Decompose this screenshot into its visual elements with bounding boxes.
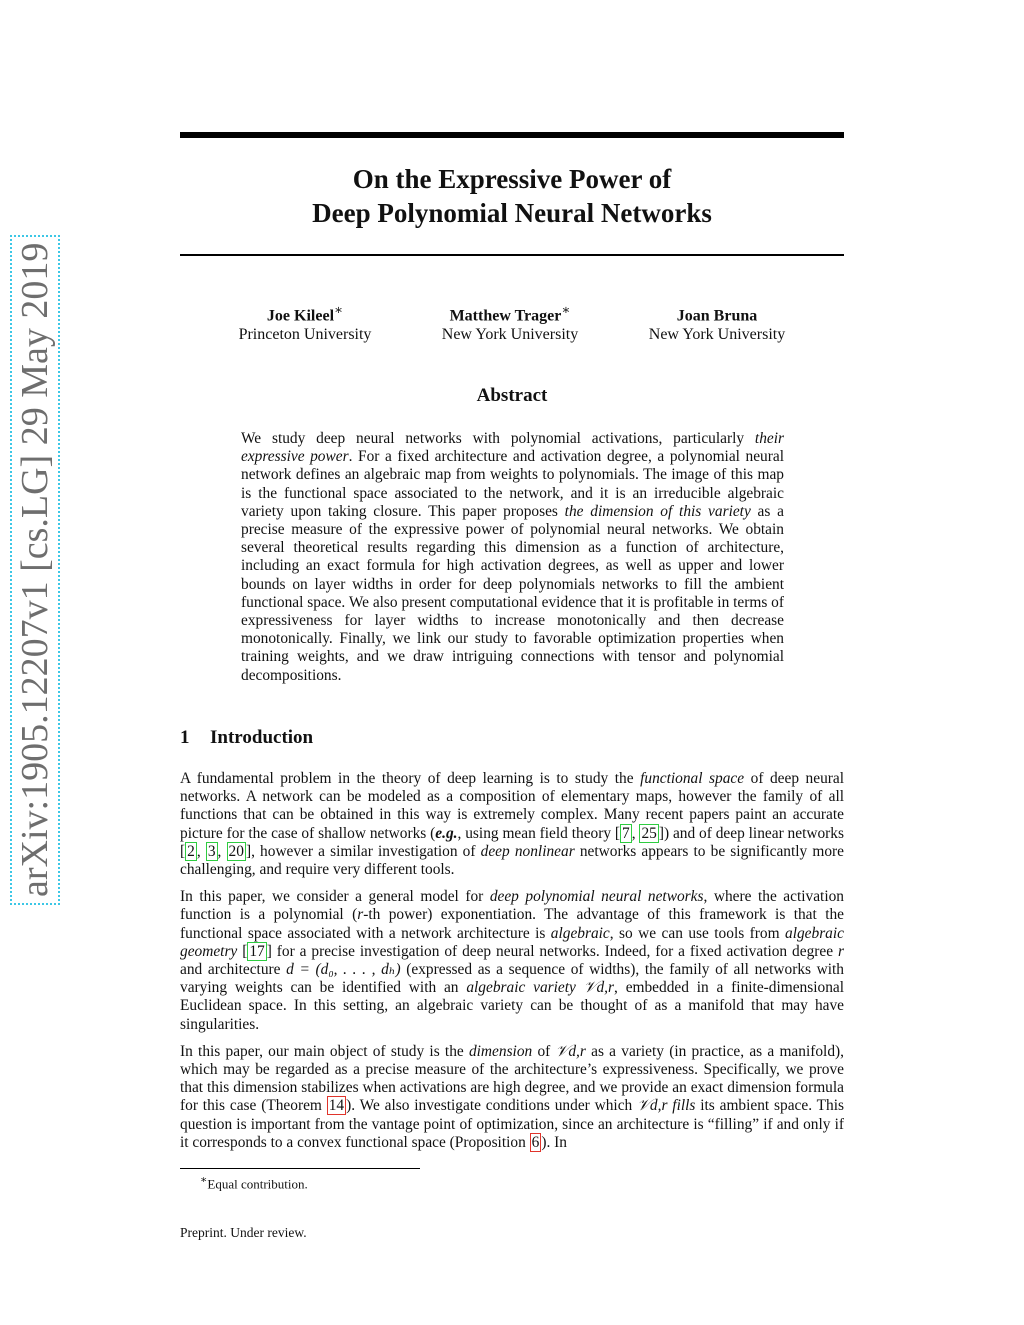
title-rule-bottom bbox=[180, 254, 844, 256]
arxiv-identifier: arXiv:1905.12207v1 [cs.LG] 29 May 2019 bbox=[10, 235, 60, 905]
author-mark: ∗ bbox=[334, 302, 344, 317]
section-title: Introduction bbox=[210, 727, 314, 748]
author-affiliation: New York University bbox=[441, 326, 579, 344]
title-rule-top bbox=[180, 132, 844, 138]
author-2 bbox=[425, 300, 595, 344]
citation-link[interactable]: 20 bbox=[228, 842, 244, 860]
paragraph: In this paper, our main object of study is the dimension of 𝒱d,r as a variety (in practice, as a manifold), which may be regarded as a precise measure of the architecture’s expressiveness. Specifically, we prove that this dimension stabilizes when activations are high degree, and we provide an exact dimension formula for this case (Theorem 14 ). We also investigate conditions under which 𝒱d,r fills its ambient space. This question is important from the vantage point of optimization, since an architecture is “filling” if and only if it corresponds to a convex functional space (Proposition 6 ). In bbox=[180, 1042, 844, 1151]
citation-link[interactable]: 2 bbox=[187, 842, 195, 860]
citation-link[interactable]: 17 bbox=[249, 942, 265, 960]
section-number: 1 bbox=[180, 727, 190, 748]
citation-link[interactable]: 7 bbox=[622, 824, 630, 842]
author-mark: ∗ bbox=[561, 302, 571, 317]
abstract-heading: Abstract bbox=[476, 385, 548, 406]
title-line-1: On the Expressive Power of bbox=[352, 164, 672, 194]
abstract-text: We study deep neural networks with polynomial activations, particularly their expressive power. For a fixed architecture and activation degree, a polynomial neural network defines an algebraic map from weights to polynomials. The image of this map is the functional space associated to the network, and it is an irreducible algebraic variety upon taking closure. This paper proposes the dimension of this variety as a precise measure of the expressive power of polynomial neural networks. We obtain several theoretical results regarding this dimension as a function of architecture, including an exact formula for high activation degrees, as well as upper and lower bounds on layer widths in order for deep polynomials networks to fill the ambient functional space. We also present computational evidence that it is profitable in terms of expressiveness for layer widths to increase monotonically and then decrease monotonically. Finally, we link our study to favorable optimization properties when training weights, and we draw intriguing connections with tensor and polynomial decompositions. bbox=[241, 430, 784, 684]
paragraph: A fundamental problem in the theory of deep learning is to study the functional space of deep neural networks. A network can be modeled as a composition of elementary maps, however the family of all functions that can be obtained in this way is extremely complex. Many recent papers paint an accurate picture for the case of shallow networks (e.g., using mean field theory [ 7 , 25 ]) and of deep linear networks [ 2 , 3 , 20 ], however a similar investigation of deep nonlinear networks appears to be significantly more challenging, and require very different tools. bbox=[180, 770, 845, 879]
footer-note: Preprint. Under review. bbox=[180, 1225, 307, 1240]
author-name: Joe Kileel bbox=[266, 307, 335, 325]
reference-link[interactable]: 14 bbox=[328, 1097, 345, 1115]
paper-title bbox=[180, 162, 844, 230]
title-line-2: Deep Polynomial Neural Networks bbox=[312, 198, 712, 228]
author-name: Joan Bruna bbox=[676, 307, 758, 325]
introduction-body bbox=[180, 770, 844, 1161]
paragraph: In this paper, we consider a general model for deep polynomial neural networks, where the activation function is a polynomial (r-th power) exponentiation. The advantage of this framework is that the functional space associated with a network architecture is algebraic, so we can use tools from algebraic geometry [ 17 ] for a precise investigation of deep neural networks. Indeed, for a fixed activation degree r and architecture d = (d₀, . . . , dₕ) (expressed as a sequence of widths), the family of all networks with varying weights can be identified with an algebraic variety 𝒱d,r, embedded in a finite-dimensional Euclidean space. In this setting, an algebraic variety can be thought of as a manifold that may have singularities. bbox=[180, 888, 845, 1033]
author-affiliation: New York University bbox=[648, 326, 786, 344]
citation-link[interactable]: 3 bbox=[207, 842, 216, 860]
reference-link[interactable]: 6 bbox=[531, 1133, 540, 1151]
citation-link[interactable]: 25 bbox=[641, 824, 657, 842]
author-name: Matthew Trager bbox=[449, 307, 562, 325]
section-heading bbox=[180, 727, 313, 749]
footnote: ∗Equal contribution. bbox=[200, 1174, 308, 1192]
author-1 bbox=[220, 300, 390, 344]
author-3 bbox=[632, 300, 802, 344]
footnote-rule bbox=[180, 1168, 420, 1169]
author-affiliation: Princeton University bbox=[238, 326, 372, 344]
